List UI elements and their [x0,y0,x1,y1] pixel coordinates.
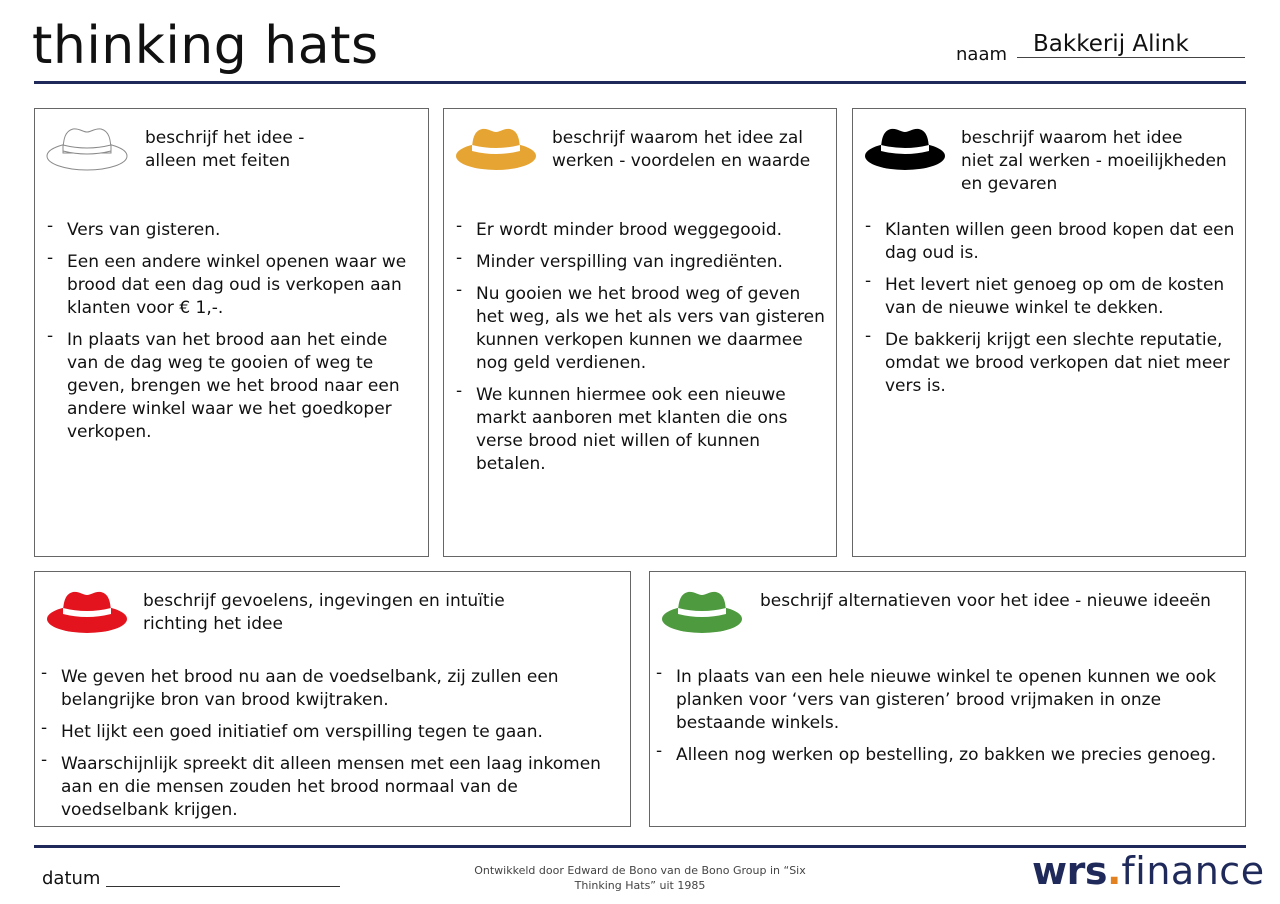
black-hat-card [852,108,1246,557]
header-divider [34,81,1246,84]
white-hat-icon [45,119,129,175]
list-item: - Het levert niet genoeg op om de kosten van de nieuwe winkel te dekken. [865,274,1239,320]
naam-label: naam [956,44,1008,65]
list-item: - Nu gooien we het brood weg of geven het weg, als we het als vers van gisteren kunnen verkopen kunnen we daarmee nog geld verdienen. [456,283,828,375]
list-item: - Er wordt minder brood weggegooid. [456,219,828,242]
list-item: - We kunnen hiermee ook een nieuwe markt aanboren met klanten die ons verse brood niet willen of kunnen betalen. [456,384,828,476]
white-hat-card [34,108,429,557]
datum-field[interactable] [106,886,340,887]
red-hat-card [34,571,631,827]
yellow-hat-card [443,108,837,557]
black-hat-list [865,219,1239,407]
white-hat-heading: beschrijf het idee - alleen met feiten [145,128,305,171]
black-hat-heading: beschrijf waarom het idee niet zal werken - moeilijkheden en gevaren [961,128,1227,194]
black-hat-icon [863,119,947,175]
wrs-finance-logo: wrs.finance [1032,849,1265,893]
page-title: thinking hats [32,16,379,76]
green-hat-card [649,571,1246,827]
red-hat-list [41,666,623,831]
list-item: - Een een andere winkel openen waar we brood dat een dag oud is verkopen aan klanten voor € 1,-. [47,251,419,320]
list-item: - In plaats van het brood aan het einde van de dag weg te gooien of weg te geven, brengen we het brood naar een andere winkel waar we het goedkoper verkopen. [47,329,419,444]
list-item: - Het lijkt een goed initiatief om verspilling tegen te gaan. [41,721,623,744]
green-hat-heading: beschrijf alternatieven voor het idee - nieuwe ideeën [760,591,1211,611]
list-item: - De bakkerij krijgt een slechte reputatie, omdat we brood verkopen dat niet meer vers is. [865,329,1239,398]
datum-label: datum [42,868,101,889]
yellow-hat-heading: beschrijf waarom het idee zal werken - voordelen en waarde [552,128,811,171]
red-hat-heading: beschrijf gevoelens, ingevingen en intuïtie richting het idee [143,591,505,634]
list-item: - Minder verspilling van ingrediënten. [456,251,828,274]
list-item: - We geven het brood nu aan de voedselbank, zij zullen een belangrijke bron van brood kwijtraken. [41,666,623,712]
green-hat-list [656,666,1236,776]
yellow-hat-icon [454,119,538,175]
list-item: - Alleen nog werken op bestelling, zo bakken we precies genoeg. [656,744,1236,767]
credit-text: Ontwikkeld door Edward de Bono van de Bono Group in “Six Thinking Hats” uit 1985 [474,864,806,892]
list-item: - In plaats van een hele nieuwe winkel te openen kunnen we ook planken voor ‘vers van gisteren’ brood vrijmaken in onze bestaande winkels. [656,666,1236,735]
list-item: - Waarschijnlijk spreekt dit alleen mensen met een laag inkomen aan en die mensen zouden het brood normaal van de voedselbank krijgen. [41,753,623,822]
list-item: - Klanten willen geen brood kopen dat een dag oud is. [865,219,1239,265]
white-hat-list [47,219,419,453]
green-hat-icon [660,582,744,638]
naam-field[interactable]: Bakkerij Alink [1017,30,1245,58]
red-hat-icon [45,582,129,638]
yellow-hat-list [456,219,828,485]
list-item: - Vers van gisteren. [47,219,419,242]
